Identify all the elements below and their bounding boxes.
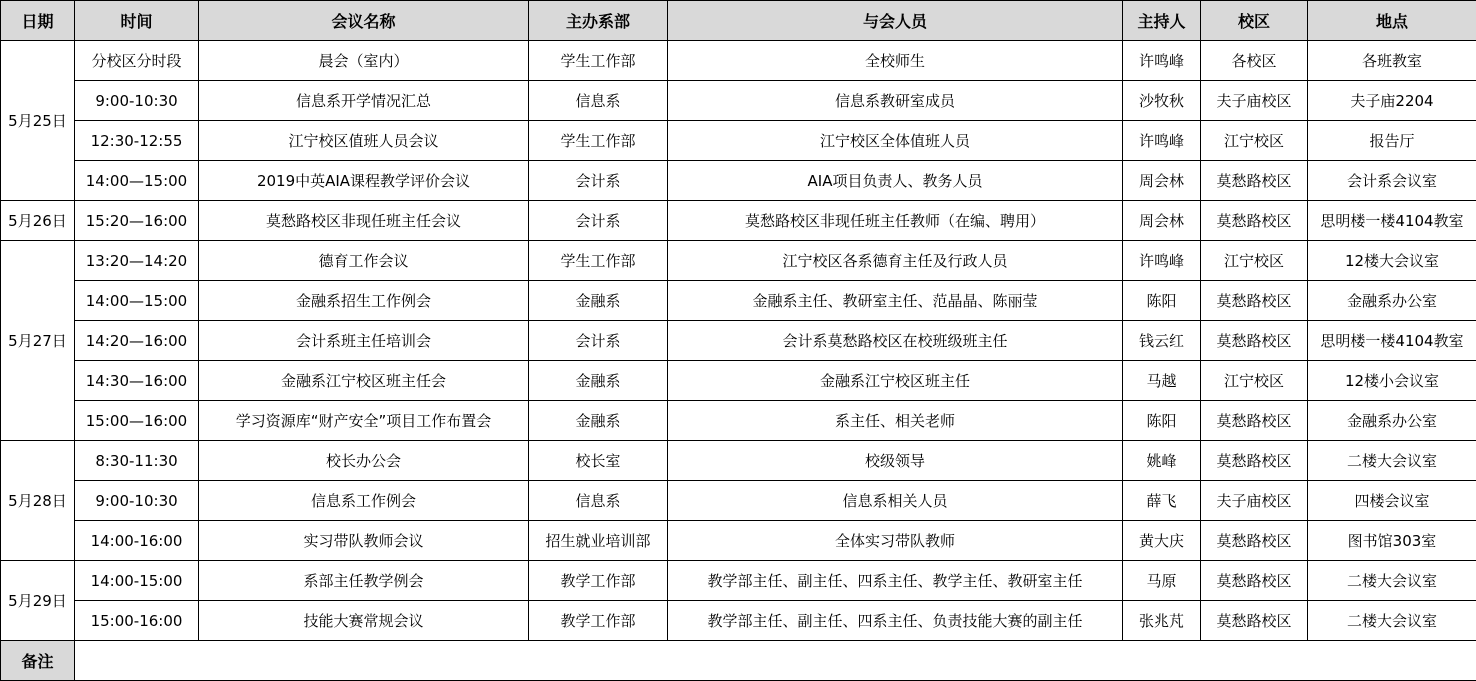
cell-attendees: 教学部主任、副主任、四系主任、教学主任、教研室主任	[668, 561, 1123, 601]
cell-organizer: 信息系	[529, 81, 668, 121]
cell-campus: 江宁校区	[1201, 121, 1308, 161]
cell-time: 14:00—15:00	[75, 161, 199, 201]
cell-organizer: 校长室	[529, 441, 668, 481]
cell-organizer: 会计系	[529, 321, 668, 361]
cell-attendees: 江宁校区全体值班人员	[668, 121, 1123, 161]
cell-date: 5月26日	[1, 201, 75, 241]
note-row	[1, 641, 1476, 681]
cell-attendees: 莫愁路校区非现任班主任教师（在编、聘用）	[668, 201, 1123, 241]
cell-date: 5月29日	[1, 561, 75, 641]
header-campus: 校区	[1201, 1, 1308, 41]
table-row	[1, 81, 1476, 121]
cell-attendees: 信息系教研室成员	[668, 81, 1123, 121]
cell-location: 图书馆303室	[1308, 521, 1476, 561]
cell-location: 金融系办公室	[1308, 401, 1476, 441]
cell-organizer: 会计系	[529, 201, 668, 241]
cell-organizer: 学生工作部	[529, 121, 668, 161]
cell-attendees: 江宁校区各系德育主任及行政人员	[668, 241, 1123, 281]
cell-meeting-name: 系部主任教学例会	[199, 561, 529, 601]
cell-time: 14:00—15:00	[75, 281, 199, 321]
cell-attendees: 金融系主任、教研室主任、范晶晶、陈丽莹	[668, 281, 1123, 321]
cell-meeting-name: 德育工作会议	[199, 241, 529, 281]
cell-organizer: 金融系	[529, 281, 668, 321]
table-row	[1, 281, 1476, 321]
cell-time: 15:00-16:00	[75, 601, 199, 641]
cell-meeting-name: 实习带队教师会议	[199, 521, 529, 561]
cell-meeting-name: 莫愁路校区非现任班主任会议	[199, 201, 529, 241]
cell-host: 马越	[1123, 361, 1201, 401]
table-row	[1, 401, 1476, 441]
cell-campus: 莫愁路校区	[1201, 441, 1308, 481]
cell-attendees: 金融系江宁校区班主任	[668, 361, 1123, 401]
cell-location: 二楼大会议室	[1308, 561, 1476, 601]
table-row	[1, 241, 1476, 281]
table-row	[1, 361, 1476, 401]
cell-time: 14:20—16:00	[75, 321, 199, 361]
cell-host: 陈阳	[1123, 401, 1201, 441]
cell-date: 5月25日	[1, 41, 75, 201]
cell-campus: 莫愁路校区	[1201, 161, 1308, 201]
cell-time: 分校区分时段	[75, 41, 199, 81]
cell-meeting-name: 江宁校区值班人员会议	[199, 121, 529, 161]
header-location: 地点	[1308, 1, 1476, 41]
cell-time: 9:00-10:30	[75, 481, 199, 521]
table-row	[1, 121, 1476, 161]
cell-campus: 莫愁路校区	[1201, 321, 1308, 361]
cell-location: 会计系会议室	[1308, 161, 1476, 201]
table-row	[1, 321, 1476, 361]
cell-meeting-name: 学习资源库“财产安全”项目工作布置会	[199, 401, 529, 441]
cell-organizer: 会计系	[529, 161, 668, 201]
cell-campus: 江宁校区	[1201, 241, 1308, 281]
header-meeting-name: 会议名称	[199, 1, 529, 41]
cell-location: 金融系办公室	[1308, 281, 1476, 321]
cell-time: 15:20—16:00	[75, 201, 199, 241]
cell-organizer: 教学工作部	[529, 601, 668, 641]
table-row	[1, 201, 1476, 241]
cell-meeting-name: 金融系江宁校区班主任会	[199, 361, 529, 401]
cell-campus: 莫愁路校区	[1201, 601, 1308, 641]
cell-campus: 莫愁路校区	[1201, 521, 1308, 561]
cell-attendees: 校级领导	[668, 441, 1123, 481]
cell-location: 12楼小会议室	[1308, 361, 1476, 401]
header-host: 主持人	[1123, 1, 1201, 41]
cell-campus: 莫愁路校区	[1201, 561, 1308, 601]
cell-host: 许鸣峰	[1123, 241, 1201, 281]
cell-meeting-name: 校长办公会	[199, 441, 529, 481]
cell-meeting-name: 2019中英AIA课程教学评价会议	[199, 161, 529, 201]
table-row	[1, 161, 1476, 201]
cell-location: 12楼大会议室	[1308, 241, 1476, 281]
header-organizer: 主办系部	[529, 1, 668, 41]
cell-attendees: 全体实习带队教师	[668, 521, 1123, 561]
table-row	[1, 481, 1476, 521]
cell-attendees: 信息系相关人员	[668, 481, 1123, 521]
cell-campus: 莫愁路校区	[1201, 401, 1308, 441]
cell-date: 5月27日	[1, 241, 75, 441]
cell-time: 12:30-12:55	[75, 121, 199, 161]
cell-attendees: 全校师生	[668, 41, 1123, 81]
cell-meeting-name: 晨会（室内）	[199, 41, 529, 81]
header-date: 日期	[1, 1, 75, 41]
cell-host: 许鸣峰	[1123, 41, 1201, 81]
cell-attendees: 系主任、相关老师	[668, 401, 1123, 441]
cell-location: 思明楼一楼4104教室	[1308, 201, 1476, 241]
cell-location: 思明楼一楼4104教室	[1308, 321, 1476, 361]
cell-host: 沙牧秋	[1123, 81, 1201, 121]
schedule-body	[1, 41, 1476, 641]
cell-location: 各班教室	[1308, 41, 1476, 81]
cell-campus: 江宁校区	[1201, 361, 1308, 401]
header-attendees: 与会人员	[668, 1, 1123, 41]
table-row	[1, 441, 1476, 481]
cell-host: 黄大庆	[1123, 521, 1201, 561]
cell-date: 5月28日	[1, 441, 75, 561]
note-value	[75, 641, 1476, 681]
note-label: 备注	[1, 641, 75, 681]
cell-time: 14:30—16:00	[75, 361, 199, 401]
cell-meeting-name: 信息系开学情况汇总	[199, 81, 529, 121]
cell-campus: 各校区	[1201, 41, 1308, 81]
cell-location: 二楼大会议室	[1308, 601, 1476, 641]
cell-location: 夫子庙2204	[1308, 81, 1476, 121]
table-row	[1, 521, 1476, 561]
cell-meeting-name: 信息系工作例会	[199, 481, 529, 521]
cell-meeting-name: 金融系招生工作例会	[199, 281, 529, 321]
cell-host: 周会林	[1123, 161, 1201, 201]
cell-organizer: 学生工作部	[529, 241, 668, 281]
cell-host: 陈阳	[1123, 281, 1201, 321]
cell-organizer: 金融系	[529, 361, 668, 401]
cell-host: 周会林	[1123, 201, 1201, 241]
cell-meeting-name: 技能大赛常规会议	[199, 601, 529, 641]
table-row	[1, 561, 1476, 601]
cell-attendees: 教学部主任、副主任、四系主任、负责技能大赛的副主任	[668, 601, 1123, 641]
cell-campus: 莫愁路校区	[1201, 281, 1308, 321]
cell-meeting-name: 会计系班主任培训会	[199, 321, 529, 361]
cell-attendees: 会计系莫愁路校区在校班级班主任	[668, 321, 1123, 361]
cell-organizer: 招生就业培训部	[529, 521, 668, 561]
cell-organizer: 信息系	[529, 481, 668, 521]
cell-time: 8:30-11:30	[75, 441, 199, 481]
cell-host: 钱云红	[1123, 321, 1201, 361]
cell-host: 姚峰	[1123, 441, 1201, 481]
cell-host: 许鸣峰	[1123, 121, 1201, 161]
cell-attendees: AIA项目负责人、教务人员	[668, 161, 1123, 201]
cell-host: 薛飞	[1123, 481, 1201, 521]
table-row	[1, 601, 1476, 641]
cell-organizer: 教学工作部	[529, 561, 668, 601]
cell-organizer: 学生工作部	[529, 41, 668, 81]
cell-campus: 夫子庙校区	[1201, 481, 1308, 521]
cell-host: 马原	[1123, 561, 1201, 601]
cell-time: 14:00-16:00	[75, 521, 199, 561]
cell-time: 13:20—14:20	[75, 241, 199, 281]
cell-host: 张兆芃	[1123, 601, 1201, 641]
cell-location: 报告厅	[1308, 121, 1476, 161]
cell-time: 9:00-10:30	[75, 81, 199, 121]
cell-campus: 夫子庙校区	[1201, 81, 1308, 121]
cell-campus: 莫愁路校区	[1201, 201, 1308, 241]
header-time: 时间	[75, 1, 199, 41]
cell-time: 15:00—16:00	[75, 401, 199, 441]
cell-location: 二楼大会议室	[1308, 441, 1476, 481]
header-row	[1, 1, 1476, 41]
cell-location: 四楼会议室	[1308, 481, 1476, 521]
table-row	[1, 41, 1476, 81]
cell-organizer: 金融系	[529, 401, 668, 441]
cell-time: 14:00-15:00	[75, 561, 199, 601]
